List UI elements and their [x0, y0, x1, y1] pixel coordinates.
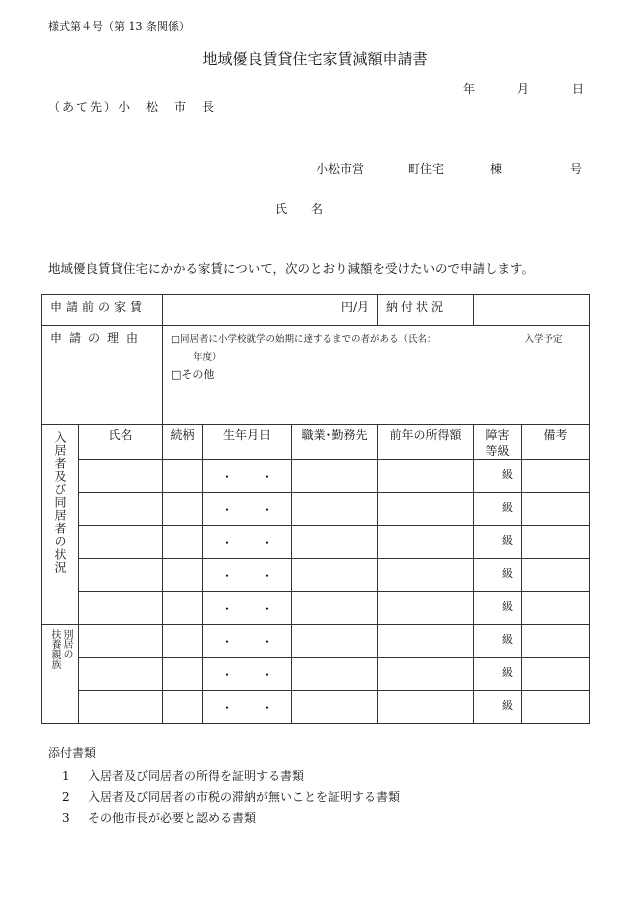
- name-cell[interactable]: [79, 592, 163, 625]
- date-year-label: 年: [463, 82, 476, 96]
- grade-cell[interactable]: 級: [474, 493, 522, 526]
- remarks-cell[interactable]: [522, 493, 590, 526]
- remarks-cell[interactable]: [522, 526, 590, 559]
- occupation-cell[interactable]: [292, 526, 378, 559]
- occupation-cell[interactable]: [292, 691, 378, 724]
- col-remarks: 備考: [522, 425, 590, 460]
- grade-cell[interactable]: 級: [474, 625, 522, 658]
- occupation-cell[interactable]: [292, 658, 378, 691]
- payment-status-field[interactable]: [474, 295, 590, 326]
- col-name: 氏名: [79, 425, 163, 460]
- complex-prefix: 小松市営: [316, 162, 365, 176]
- col-disability-grade: 障害 等級: [474, 425, 522, 460]
- table-row: [42, 691, 590, 724]
- grade-cell[interactable]: 級: [474, 691, 522, 724]
- attachments-title: 添付書類: [48, 746, 97, 760]
- birthdate-cell[interactable]: ・ ・: [203, 625, 292, 658]
- birthdate-cell[interactable]: ・ ・: [203, 691, 292, 724]
- application-form-table: [41, 294, 590, 724]
- income-cell[interactable]: [378, 559, 474, 592]
- town-suffix: 町住宅: [408, 162, 445, 176]
- table-row: [42, 559, 590, 592]
- table-row: [42, 625, 590, 658]
- income-cell[interactable]: [378, 658, 474, 691]
- rent-unit: 円/月: [340, 300, 370, 314]
- name-cell[interactable]: [79, 493, 163, 526]
- col-birthdate: 生年月日: [203, 425, 292, 460]
- table-row: [42, 460, 590, 493]
- relation-cell[interactable]: [163, 625, 203, 658]
- payment-status-label: 納付状況: [378, 295, 474, 326]
- grade-cell[interactable]: 級: [474, 559, 522, 592]
- relation-cell[interactable]: [163, 559, 203, 592]
- document-title: 地域優良賃貸住宅家賃減額申請書: [202, 50, 428, 68]
- date-day-label: 日: [572, 82, 585, 96]
- occupation-cell[interactable]: [292, 493, 378, 526]
- name-cell[interactable]: [79, 526, 163, 559]
- col-income: 前年の所得額: [378, 425, 474, 460]
- name-cell[interactable]: [79, 625, 163, 658]
- income-cell[interactable]: [378, 460, 474, 493]
- intro-text: 地域優良賃貸住宅にかかる家賃について，次のとおり減額を受けたいので申請します。: [48, 261, 535, 276]
- reason-option-preschool[interactable]: □同居者に小学校就学の始期に達するまでの者がある（氏名：: [171, 334, 437, 345]
- col-relation: 続柄: [163, 425, 203, 460]
- form-number: 様式第４号（第 13 条関係）: [48, 20, 190, 33]
- rent-before-field[interactable]: [163, 295, 378, 326]
- table-row: [42, 526, 590, 559]
- reason-option-other[interactable]: □その他: [171, 368, 215, 381]
- remarks-cell[interactable]: [522, 592, 590, 625]
- dependents-group-label: 別居の 扶養親族: [42, 625, 79, 724]
- birthdate-cell[interactable]: ・ ・: [203, 460, 292, 493]
- name-cell[interactable]: [79, 460, 163, 493]
- reason-fy-label: 年度）: [193, 352, 222, 363]
- name-cell[interactable]: [79, 559, 163, 592]
- birthdate-cell[interactable]: ・ ・: [203, 658, 292, 691]
- income-cell[interactable]: [378, 625, 474, 658]
- name-cell[interactable]: [79, 658, 163, 691]
- birthdate-cell[interactable]: ・ ・: [203, 526, 292, 559]
- income-cell[interactable]: [378, 526, 474, 559]
- residents-group-label: 入居者及び同居者の状況: [42, 425, 79, 625]
- attachment-item: 1 入居者及び同居者の所得を証明する書類: [62, 769, 305, 783]
- unit-label: 号: [570, 162, 583, 176]
- rent-before-label: 申請前の家賃: [42, 295, 163, 326]
- income-cell[interactable]: [378, 691, 474, 724]
- birthdate-cell[interactable]: ・ ・: [203, 493, 292, 526]
- attachment-item: 2 入居者及び同居者の市税の滞納が無いことを証明する書類: [62, 790, 401, 804]
- remarks-cell[interactable]: [522, 658, 590, 691]
- grade-cell[interactable]: 級: [474, 460, 522, 493]
- occupation-cell[interactable]: [292, 592, 378, 625]
- reason-field[interactable]: [163, 326, 590, 425]
- relation-cell[interactable]: [163, 526, 203, 559]
- grade-cell[interactable]: 級: [474, 526, 522, 559]
- relation-cell[interactable]: [163, 460, 203, 493]
- table-row: [42, 592, 590, 625]
- table-row: [42, 658, 590, 691]
- applicant-name-label: 氏 名: [275, 202, 324, 216]
- col-occupation: 職業･勤務先: [292, 425, 378, 460]
- relation-cell[interactable]: [163, 691, 203, 724]
- attachment-item: 3 その他市長が必要と認める書類: [62, 811, 257, 825]
- occupation-cell[interactable]: [292, 460, 378, 493]
- table-row: [42, 493, 590, 526]
- income-cell[interactable]: [378, 592, 474, 625]
- reason-label: 申請の理由: [42, 326, 163, 425]
- occupation-cell[interactable]: [292, 559, 378, 592]
- addressee: （あて先）小 松 市 長: [48, 100, 217, 114]
- reason-enroll-label: 入学予定: [524, 334, 563, 345]
- grade-cell[interactable]: 級: [474, 658, 522, 691]
- remarks-cell[interactable]: [522, 691, 590, 724]
- building-label: 棟: [490, 162, 503, 176]
- remarks-cell[interactable]: [522, 460, 590, 493]
- relation-cell[interactable]: [163, 493, 203, 526]
- remarks-cell[interactable]: [522, 559, 590, 592]
- income-cell[interactable]: [378, 493, 474, 526]
- relation-cell[interactable]: [163, 658, 203, 691]
- date-month-label: 月: [517, 82, 530, 96]
- relation-cell[interactable]: [163, 592, 203, 625]
- birthdate-cell[interactable]: ・ ・: [203, 559, 292, 592]
- name-cell[interactable]: [79, 691, 163, 724]
- remarks-cell[interactable]: [522, 625, 590, 658]
- occupation-cell[interactable]: [292, 625, 378, 658]
- grade-cell[interactable]: 級: [474, 592, 522, 625]
- birthdate-cell[interactable]: ・ ・: [203, 592, 292, 625]
